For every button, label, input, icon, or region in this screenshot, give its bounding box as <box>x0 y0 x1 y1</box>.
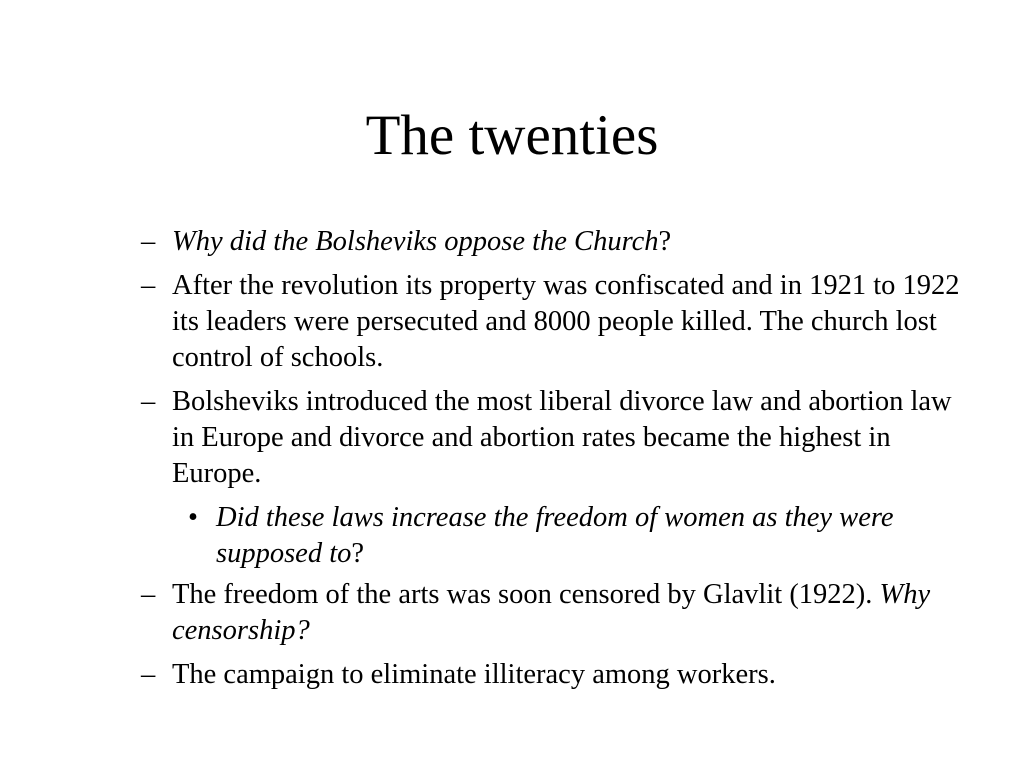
question-text: Why censorship? <box>172 579 931 646</box>
dash-marker: – <box>141 226 156 257</box>
slide-title: The twenties <box>365 104 659 167</box>
list-item <box>141 268 961 376</box>
dash-marker: – <box>141 579 156 610</box>
bullet-marker: • <box>188 502 198 533</box>
item-text: The freedom of the arts was soon censored by Glavlit (1922). <box>172 579 880 610</box>
question-mark: ? <box>658 226 672 257</box>
question-text: Why did the Bolsheviks oppose the Church <box>172 226 659 257</box>
question-mark: ? <box>351 538 365 569</box>
list-item <box>141 224 961 260</box>
bullet-list <box>141 224 961 701</box>
question-text: Did these laws increase the freedom of women as they were supposed to <box>216 502 894 569</box>
item-text: Bolsheviks introduced the most liberal divorce law and abortion law in Europe and divorce and abortion rates became the highest in Europe. <box>172 386 952 489</box>
item-text: After the revolution its property was confiscated and in 1921 to 1922 its leaders were persecuted and 8000 people killed. The church lost control of schools. <box>172 270 960 373</box>
dash-marker: – <box>141 386 156 417</box>
sub-list-item <box>141 500 961 572</box>
item-text: The campaign to eliminate illiteracy among workers. <box>172 659 776 690</box>
list-item <box>141 657 961 693</box>
list-item <box>141 384 961 492</box>
dash-marker: – <box>141 270 156 301</box>
dash-marker: – <box>141 659 156 690</box>
list-item <box>141 577 961 649</box>
